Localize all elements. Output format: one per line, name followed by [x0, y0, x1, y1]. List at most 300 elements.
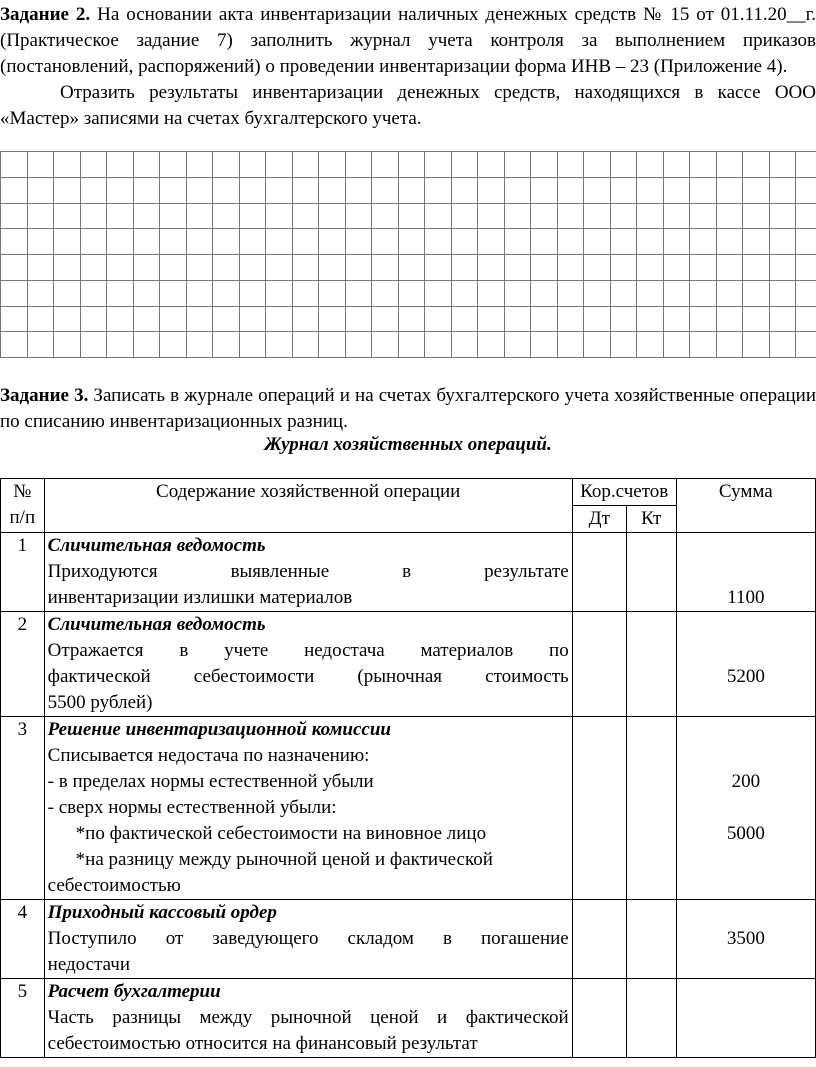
grid-cell — [292, 152, 319, 178]
sum-cell — [676, 612, 815, 717]
row-number: 3 — [1, 717, 45, 900]
grid-cell — [54, 203, 81, 229]
grid-cell — [213, 255, 240, 281]
operation-line: 5500 рублей) — [47, 692, 153, 713]
grid-cell — [213, 203, 240, 229]
operation-line: Приходуются выявленные в результате — [47, 561, 569, 582]
grid-cell — [133, 152, 160, 178]
operation-content — [44, 900, 572, 979]
grid-cell — [716, 306, 743, 332]
grid-cell — [398, 229, 425, 255]
header-no: № п/п — [1, 479, 45, 533]
grid-cell — [478, 255, 505, 281]
grid-cell — [1, 306, 28, 332]
grid-cell — [372, 280, 399, 306]
grid-cell — [160, 255, 187, 281]
grid-cell — [769, 177, 796, 203]
grid-cell — [345, 177, 372, 203]
grid-cell — [239, 229, 266, 255]
grid-cell — [107, 255, 134, 281]
sum-value: 200 — [731, 771, 761, 792]
grid-cell — [27, 306, 54, 332]
row-number: 5 — [1, 979, 45, 1058]
grid-cell — [584, 229, 611, 255]
header-content: Содержание хозяйственной операции — [44, 479, 572, 533]
grid-cell — [266, 229, 293, 255]
grid-cell — [292, 203, 319, 229]
operation-line: инвентаризации излишки материалов — [47, 587, 353, 608]
grid-cell — [584, 280, 611, 306]
sum-value — [680, 690, 812, 716]
grid-cell — [557, 332, 584, 358]
grid-cell — [372, 229, 399, 255]
account-kt — [626, 979, 676, 1058]
sum-cell — [676, 900, 815, 979]
grid-cell — [160, 280, 187, 306]
table-row — [1, 612, 816, 717]
grid-cell — [239, 255, 266, 281]
grid-cell — [425, 229, 452, 255]
operation-content — [44, 612, 572, 717]
grid-cell — [663, 229, 690, 255]
grid-cell — [478, 306, 505, 332]
grid-cell — [160, 203, 187, 229]
grid-cell — [213, 152, 240, 178]
grid-cell — [610, 332, 637, 358]
grid-cell — [531, 177, 558, 203]
operation-content — [44, 533, 572, 612]
grid-cell — [239, 152, 266, 178]
grid-cell — [160, 229, 187, 255]
grid-cell — [478, 280, 505, 306]
sum-value — [680, 847, 812, 873]
grid-cell — [107, 203, 134, 229]
grid-cell — [690, 203, 717, 229]
grid-cell — [769, 332, 796, 358]
grid-cell — [769, 203, 796, 229]
grid-cell — [319, 332, 346, 358]
grid-cell — [1, 280, 28, 306]
grid-cell — [796, 203, 816, 229]
operation-line: себестоимостью — [47, 875, 181, 896]
sum-value — [680, 743, 812, 769]
grid-cell — [80, 255, 107, 281]
grid-cell — [1, 255, 28, 281]
grid-cell — [531, 306, 558, 332]
grid-cell — [107, 152, 134, 178]
table-row — [1, 533, 816, 612]
grid-cell — [425, 255, 452, 281]
grid-cell — [584, 152, 611, 178]
operation-line: Часть разницы между рыночной ценой и фактической — [47, 1007, 569, 1028]
grid-cell — [292, 255, 319, 281]
sum-value — [680, 873, 812, 899]
grid-cell — [372, 203, 399, 229]
grid-cell — [80, 332, 107, 358]
grid-cell — [186, 177, 213, 203]
task-2-text: На основании акта инвентаризации наличных денежных средств № 15 от 01.11.20__г. (Практическое задание 7) заполнить журнал учета контроля за выполнением приказов (постановлений, распоряжений) о проведении инвентаризации форма ИНВ – 23 (Приложение 4). — [0, 4, 816, 77]
grid-cell — [186, 332, 213, 358]
grid-cell — [160, 177, 187, 203]
grid-cell — [160, 152, 187, 178]
grid-cell — [239, 332, 266, 358]
grid-cell — [27, 255, 54, 281]
grid-cell — [80, 229, 107, 255]
grid-cell — [796, 255, 816, 281]
grid-cell — [610, 280, 637, 306]
journal-table — [0, 478, 816, 1058]
grid-cell — [292, 306, 319, 332]
grid-cell — [213, 332, 240, 358]
grid-cell — [186, 306, 213, 332]
grid-cell — [80, 280, 107, 306]
grid-cell — [716, 332, 743, 358]
account-kt — [626, 533, 676, 612]
grid-row — [1, 203, 816, 229]
grid-cell — [398, 306, 425, 332]
grid-cell — [107, 229, 134, 255]
grid-cell — [584, 203, 611, 229]
operation-content — [44, 979, 572, 1058]
grid-cell — [743, 280, 770, 306]
grid-cell — [345, 152, 372, 178]
grid-cell — [107, 332, 134, 358]
sum-value: 3500 — [726, 928, 765, 949]
grid-cell — [266, 280, 293, 306]
grid-cell — [557, 177, 584, 203]
grid-cell — [425, 203, 452, 229]
table-row — [1, 900, 816, 979]
grid-cell — [319, 152, 346, 178]
grid-cell — [186, 255, 213, 281]
header-kt: Кт — [626, 506, 676, 533]
grid-cell — [213, 229, 240, 255]
account-dt — [572, 717, 626, 900]
task-3-label: Задание 3. — [0, 385, 89, 406]
sum-value — [680, 795, 812, 821]
grid-cell — [584, 255, 611, 281]
grid-cell — [743, 152, 770, 178]
operation-line: фактической себестоимости (рыночная стоимость — [47, 666, 569, 687]
grid-cell — [769, 306, 796, 332]
journal-title: Журнал хозяйственных операций. — [264, 434, 552, 455]
grid-cell — [716, 255, 743, 281]
grid-cell — [637, 203, 664, 229]
grid-cell — [716, 177, 743, 203]
grid-cell — [451, 280, 478, 306]
task-3-text: Записать в журнале операций и на счетах бухгалтерского учета хозяйственные операции по списанию инвентаризационных разниц. — [0, 385, 816, 432]
grid-cell — [451, 255, 478, 281]
grid-cell — [610, 177, 637, 203]
grid-cell — [531, 229, 558, 255]
grid-cell — [478, 152, 505, 178]
grid-cell — [531, 280, 558, 306]
grid-cell — [610, 229, 637, 255]
account-kt — [626, 612, 676, 717]
grid-cell — [1, 332, 28, 358]
grid-cell — [504, 177, 531, 203]
grid-row — [1, 332, 816, 358]
grid-cell — [663, 152, 690, 178]
account-dt — [572, 900, 626, 979]
account-kt — [626, 900, 676, 979]
grid-cell — [557, 255, 584, 281]
grid-cell — [637, 255, 664, 281]
grid-cell — [690, 152, 717, 178]
grid-cell — [266, 152, 293, 178]
table-row — [1, 979, 816, 1058]
grid-cell — [743, 332, 770, 358]
grid-cell — [769, 280, 796, 306]
grid-cell — [292, 332, 319, 358]
operation-line: Отражается в учете недостача материалов по — [47, 640, 569, 661]
grid-row — [1, 177, 816, 203]
grid-cell — [743, 203, 770, 229]
grid-cell — [690, 280, 717, 306]
grid-cell — [372, 306, 399, 332]
grid-cell — [133, 280, 160, 306]
grid-cell — [425, 280, 452, 306]
grid-cell — [27, 332, 54, 358]
grid-cell — [451, 332, 478, 358]
grid-cell — [1, 177, 28, 203]
account-dt — [572, 533, 626, 612]
grid-cell — [398, 280, 425, 306]
operation-line: Списывается недостача по назначению: — [47, 745, 370, 766]
grid-cell — [478, 203, 505, 229]
grid-cell — [769, 255, 796, 281]
task-2-text-2: Отразить результаты инвентаризации денежных средств, находящихся в кассе ООО «Мастер» записями на счетах бухгалтерского учета. — [0, 82, 816, 129]
grid-cell — [27, 280, 54, 306]
grid-cell — [398, 177, 425, 203]
grid-cell — [504, 280, 531, 306]
grid-cell — [557, 152, 584, 178]
sum-value — [680, 1031, 812, 1057]
grid-cell — [398, 255, 425, 281]
grid-cell — [716, 152, 743, 178]
grid-cell — [504, 203, 531, 229]
grid-cell — [796, 229, 816, 255]
grid-cell — [319, 203, 346, 229]
sum-cell — [676, 979, 815, 1058]
grid-cell — [769, 229, 796, 255]
grid-cell — [372, 177, 399, 203]
grid-cell — [239, 177, 266, 203]
task-2-label: Задание 2. — [0, 4, 91, 25]
grid-cell — [690, 229, 717, 255]
grid-cell — [372, 255, 399, 281]
operation-line: Поступило от заведующего складом в погашение — [47, 928, 569, 949]
operation-line: *по фактической себестоимости на виновное лицо — [75, 823, 487, 844]
grid-cell — [610, 203, 637, 229]
grid-cell — [1, 203, 28, 229]
grid-cell — [133, 332, 160, 358]
grid-cell — [796, 306, 816, 332]
grid-cell — [531, 332, 558, 358]
grid-cell — [133, 229, 160, 255]
grid-cell — [451, 177, 478, 203]
grid-cell — [637, 306, 664, 332]
grid-cell — [425, 152, 452, 178]
grid-cell — [716, 203, 743, 229]
document-name: Сличительная ведомость — [47, 614, 266, 635]
grid-cell — [743, 306, 770, 332]
grid-row — [1, 280, 816, 306]
grid-cell — [398, 332, 425, 358]
grid-cell — [584, 332, 611, 358]
grid-cell — [80, 152, 107, 178]
grid-cell — [107, 280, 134, 306]
grid-cell — [637, 177, 664, 203]
grid-cell — [610, 306, 637, 332]
account-kt — [626, 717, 676, 900]
grid-cell — [504, 229, 531, 255]
grid-cell — [160, 306, 187, 332]
grid-cell — [796, 152, 816, 178]
grid-cell — [292, 280, 319, 306]
row-number: 2 — [1, 612, 45, 717]
grid-cell — [372, 332, 399, 358]
grid-cell — [133, 255, 160, 281]
grid-cell — [345, 229, 372, 255]
grid-cell — [451, 203, 478, 229]
grid-cell — [663, 255, 690, 281]
grid-cell — [54, 229, 81, 255]
grid-cell — [610, 152, 637, 178]
sum-value — [680, 1005, 812, 1031]
grid-cell — [1, 152, 28, 178]
grid-cell — [690, 177, 717, 203]
grid-cell — [531, 203, 558, 229]
grid-cell — [133, 177, 160, 203]
grid-row — [1, 306, 816, 332]
grid-cell — [213, 177, 240, 203]
grid-cell — [637, 152, 664, 178]
grid-row — [1, 229, 816, 255]
grid-cell — [213, 280, 240, 306]
operation-content — [44, 717, 572, 900]
grid-cell — [186, 152, 213, 178]
sum-value — [680, 638, 812, 664]
grid-cell — [80, 203, 107, 229]
grid-cell — [557, 203, 584, 229]
grid-cell — [451, 229, 478, 255]
blank-grid — [0, 151, 816, 358]
grid-cell — [478, 229, 505, 255]
grid-cell — [663, 280, 690, 306]
grid-cell — [345, 280, 372, 306]
grid-cell — [27, 229, 54, 255]
grid-cell — [504, 255, 531, 281]
grid-cell — [80, 306, 107, 332]
grid-cell — [27, 152, 54, 178]
grid-cell — [716, 229, 743, 255]
grid-cell — [610, 255, 637, 281]
grid-cell — [266, 203, 293, 229]
grid-cell — [425, 306, 452, 332]
grid-cell — [319, 229, 346, 255]
grid-cell — [504, 306, 531, 332]
grid-cell — [54, 177, 81, 203]
grid-cell — [54, 255, 81, 281]
table-row — [1, 717, 816, 900]
grid-cell — [107, 306, 134, 332]
grid-cell — [213, 306, 240, 332]
grid-cell — [663, 306, 690, 332]
grid-cell — [478, 177, 505, 203]
operation-line: недостачи — [47, 954, 131, 975]
journal-body — [1, 533, 816, 1058]
grid-cell — [239, 280, 266, 306]
grid-cell — [319, 306, 346, 332]
header-sum: Сумма — [676, 479, 815, 533]
grid-cell — [54, 152, 81, 178]
grid-cell — [769, 152, 796, 178]
grid-cell — [796, 177, 816, 203]
sum-value: 5000 — [726, 823, 765, 844]
grid-cell — [637, 229, 664, 255]
grid-cell — [451, 152, 478, 178]
task-3 — [0, 383, 816, 435]
document-name: Приходный кассовый ордер — [47, 902, 277, 923]
grid-cell — [239, 203, 266, 229]
grid-cell — [796, 280, 816, 306]
grid-cell — [107, 177, 134, 203]
grid-cell — [292, 177, 319, 203]
grid-row — [1, 152, 816, 178]
grid-cell — [637, 332, 664, 358]
grid-cell — [160, 332, 187, 358]
grid-cell — [266, 255, 293, 281]
grid-cell — [239, 306, 266, 332]
grid-cell — [531, 255, 558, 281]
grid-cell — [743, 177, 770, 203]
grid-cell — [266, 306, 293, 332]
grid-cell — [743, 229, 770, 255]
grid-cell — [398, 203, 425, 229]
grid-cell — [133, 306, 160, 332]
sum-value — [680, 952, 812, 978]
grid-cell — [425, 177, 452, 203]
operation-line: себестоимостью относится на финансовый результат — [47, 1033, 478, 1054]
grid-cell — [557, 229, 584, 255]
grid-cell — [637, 280, 664, 306]
grid-cell — [27, 203, 54, 229]
grid-cell — [266, 332, 293, 358]
grid-cell — [27, 177, 54, 203]
sum-cell — [676, 533, 815, 612]
grid-cell — [504, 152, 531, 178]
row-number: 4 — [1, 900, 45, 979]
account-dt — [572, 979, 626, 1058]
grid-cell — [372, 152, 399, 178]
grid-cell — [186, 229, 213, 255]
grid-cell — [319, 255, 346, 281]
header-accounts: Кор.счетов — [572, 479, 676, 506]
grid-cell — [80, 177, 107, 203]
grid-cell — [796, 332, 816, 358]
grid-cell — [584, 177, 611, 203]
grid-cell — [504, 332, 531, 358]
grid-cell — [186, 203, 213, 229]
grid-cell — [716, 280, 743, 306]
grid-cell — [345, 203, 372, 229]
document-name: Расчет бухгалтерии — [47, 981, 221, 1002]
header-dt: Дт — [572, 506, 626, 533]
grid-cell — [319, 177, 346, 203]
operation-line: - в пределах нормы естественной убыли — [47, 771, 374, 792]
sum-value — [680, 559, 812, 585]
